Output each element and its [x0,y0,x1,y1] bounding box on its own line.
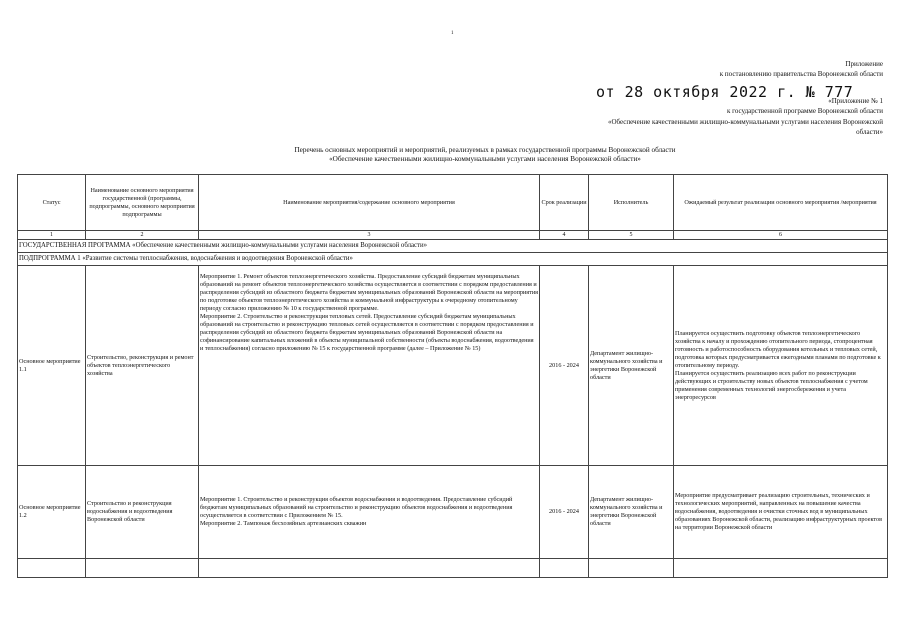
doc-title-line1: Перечень основных мероприятий и мероприятий, реализуемых в рамках государственной программы Воронежской области [294,146,676,154]
col-number: 5 [589,231,674,240]
row-executor: Департамент жилищно-коммунального хозяйства и энергетики Воронежской области [589,466,674,559]
empty-cell [674,559,888,578]
header-term: Срок реализации [540,175,589,231]
empty-cell [540,559,589,578]
col-number: 6 [674,231,888,240]
col-number: 1 [18,231,86,240]
row-result: Планируется осуществить подготовку объектов теплоэнергетического хозяйства к началу и прохождению отопительного периода, стопроцентная готовность и работоспособность оборудования котельных и тепловых сетей, подготовка которых предусматривается ежегодными планами по подготовке к отопительному периоду. Планируется осуществить реализацию всех работ по реконструкции действующих и строительству новых объектов теплоснабжения с учетом применения современных технологий энергосбережения и учета энергоресурсов [674,266,888,466]
appendix1-program-line2: области» [856,128,883,136]
subprogram-row [18,253,888,266]
measures-table [17,174,888,578]
page-number-mark: 1 [451,31,454,36]
header-content: Наименование мероприятия/содержание основного мероприятия [199,175,540,231]
col-number: 4 [540,231,589,240]
empty-cell [199,559,540,578]
program-title: ГОСУДАРСТВЕННАЯ ПРОГРАММА «Обеспечение качественными жилищно-коммунальными услугами населения Воронежской области» [18,240,888,253]
table-row [18,466,888,559]
column-numbers-row [18,231,888,240]
appendix1-label: «Приложение № 1 [828,97,883,105]
row-name: Строительство, реконструкция и ремонт объектов теплоэнергетического хозяйства [86,266,199,466]
date-stamp: от 28 октября 2022 г. № 777 [596,83,854,101]
header-name: Наименование основного мероприятия государственной (программы, подпрограммы, основного мероприятия подпрограммы [86,175,199,231]
program-row [18,240,888,253]
appendix-to: к постановлению правительства Воронежской области [719,70,883,78]
doc-title-line2: «Обеспечение качественными жилищно-коммунальными услугами населения Воронежской области» [329,155,641,163]
subprogram-title: ПОДПРОГРАММА 1 «Развитие системы теплоснабжения, водоснабжения и водоотведения Воронежской области» [18,253,888,266]
row-status: Основное мероприятие 1.1 [18,266,86,466]
appendix-label: Приложение [845,60,883,68]
col-number: 3 [199,231,540,240]
row-name: Строительство и реконструкция водоснабжения и водоотведения Воронежской области [86,466,199,559]
table-row [18,266,888,466]
row-executor: Департамент жилищно-коммунального хозяйства и энергетики Воронежской области [589,266,674,466]
header-status: Статус [18,175,86,231]
appendix1-to: к государственной программе Воронежской области [726,107,883,115]
row-content: Мероприятие 1. Строительство и реконструкция объектов водоснабжения и водоотведения. Предоставление субсидий бюджетам муниципальных образований на строительство и реконструкцию объектов водоснабжения и водоотведения осуществляется в соответствии с Приложением № 15. Мероприятие 2. Тампонаж бесхозяйных артезианских скважин [199,466,540,559]
row-result: Мероприятие предусматривает реализацию строительных, технических и технологических мероприятий, направленных на повышение качества водоснабжения, водоотведения и очистки сточных вод в муниципальных образованиях Воронежской области, реализацию инфраструктурных проектов на территории Воронежской области [674,466,888,559]
row-term: 2016 - 2024 [540,466,589,559]
empty-cell [589,559,674,578]
appendix1-program-line1: «Обеспечение качественными жилищно-коммунальными услугами населения Воронежской [607,118,883,126]
table-continuation-row [18,559,888,578]
header-result: Ожидаемый результат реализации основного мероприятия /мероприятия [674,175,888,231]
empty-cell [18,559,86,578]
empty-cell [86,559,199,578]
row-term: 2016 - 2024 [540,266,589,466]
header-executor: Исполнитель [589,175,674,231]
row-content: Мероприятие 1. Ремонт объектов теплоэнергетического хозяйства. Предоставление субсидий бюджетам муниципальных образований на ремонт объектов теплоэнергетического хозяйства осуществляется в соответствии с порядком предоставления и распределения субсидий из областного бюджета бюджетам муниципальных образований Воронежской области на мероприятия по подготовке объектов теплоэнергетического хозяйства и коммунальной инфраструктуры к очередному отопительному периоду согласно приложению № 10 к государственной программе. Мероприятие 2. Строительство и реконструкция тепловых сетей. Предоставление субсидий бюджетам муниципальных образований на строительство и реконструкцию тепловых сетей осуществляется в соответствии с порядком предоставления и распределения субсидий из областного бюджета бюджетам муниципальных образований Воронежской области на софинансирование капитальных вложений в объекты муниципальной собственности (объекты водоснабжения, водоотведения и теплоснабжения) согласно приложению № 15 к государственной программе (далее – Приложение № 15) [199,266,540,466]
col-number: 2 [86,231,199,240]
table-header-row [18,175,888,231]
row-status: Основное мероприятие 1.2 [18,466,86,559]
